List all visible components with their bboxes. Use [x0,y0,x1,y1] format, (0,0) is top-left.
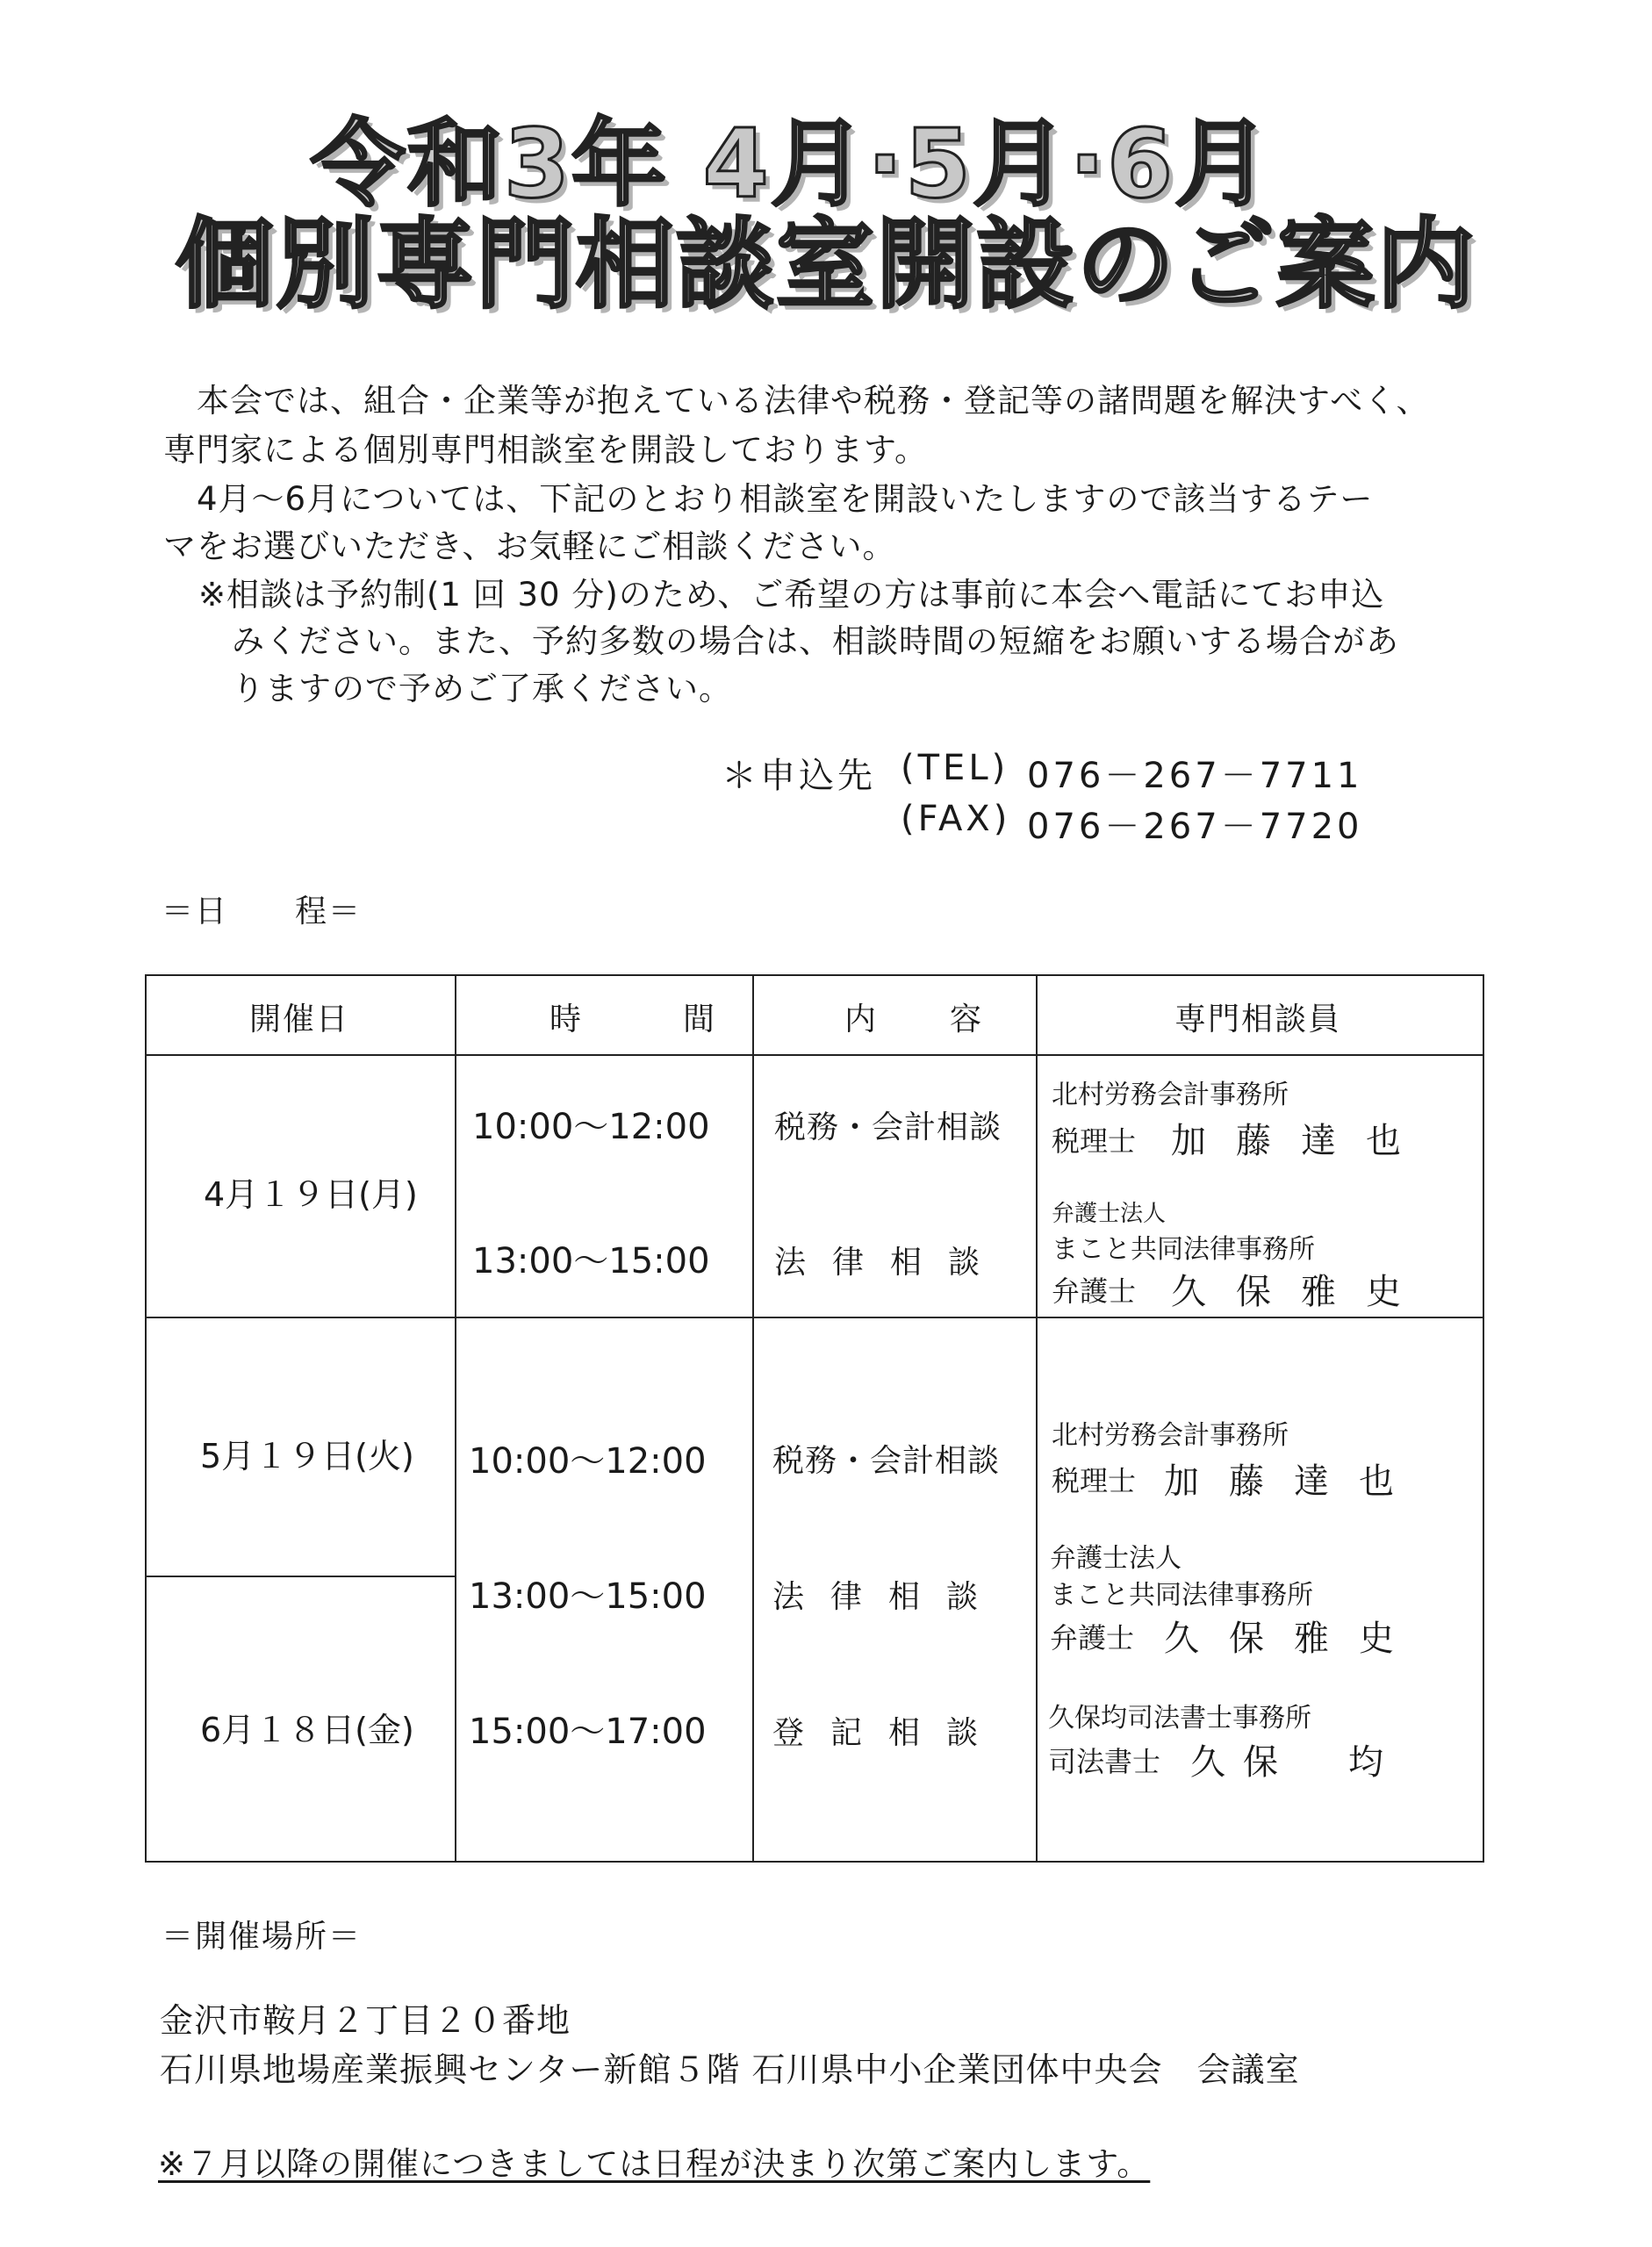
advisor-april-tax-firm: 北村労務会計事務所 [1052,1080,1289,1110]
advisor-shared-law-org: 弁護士法人 [1050,1543,1182,1574]
intro-note-line1: ※相談は予約制(1 回 30 分)のため、ご希望の方は事前に本会へ電話にてお申込 [198,576,1385,614]
advisor-june-reg-name: 久保 均 [1190,1742,1401,1783]
topic-june-registry: 登記相談 [772,1715,1005,1751]
contact-label: ＊申込先 [722,756,876,796]
schedule-heading: ＝日 程＝ [162,894,363,930]
topic-may-tax: 税務・会計相談 [772,1443,1001,1479]
table-row-divider [145,1317,1484,1318]
header-date: 開催日 [249,1001,350,1037]
advisor-april-tax-name: 加藤達也 [1171,1121,1431,1161]
advisor-june-reg-firm: 久保均司法書士事務所 [1048,1703,1311,1734]
advisor-shared-law-firm: まこと共同法律事務所 [1050,1580,1313,1611]
time-may-am: 10:00～12:00 [469,1441,707,1482]
table-col-divider-3 [1036,974,1038,1861]
table-col-divider-2 [752,974,754,1861]
contact-tel: 076－267－7711 [1027,756,1363,796]
venue-heading: ＝開催場所＝ [162,1919,363,1955]
time-april-pm: 13:00～15:00 [472,1241,710,1281]
time-april-am: 10:00～12:00 [472,1107,710,1147]
intro-p2-line1: 4月～6月については、下記のとおり相談室を開設いたしますので該当するテー [197,480,1374,518]
advisor-may-tax-title: 税理士 [1052,1464,1137,1497]
date-june: 6月１８日(金) [200,1711,414,1749]
intro-p1-line2: 専門家による個別専門相談室を開設しております。 [163,431,929,469]
intro-note-line2: みください。また、予約多数の場合は、相談時間の短縮をお願いする場合があ [232,622,1399,660]
venue-address: 金沢市鞍月２丁目２０番地 [160,2001,571,2040]
advisor-may-tax-name: 加藤達也 [1164,1461,1424,1502]
topic-april-law: 法律相談 [774,1245,1007,1281]
date-may: 5月１９日(火) [200,1437,414,1475]
advisor-june-reg-title: 司法書士 [1048,1745,1161,1778]
contact-fax: 076－267－7720 [1027,807,1363,847]
intro-p2-line2: マをお選びいただき、お気軽にご相談ください。 [163,528,896,565]
advisor-shared-law-name: 久保雅史 [1164,1619,1424,1659]
time-june-late: 15:00～17:00 [469,1712,707,1752]
contact-tel-label: (TEL) [901,748,1009,788]
header-time: 時 間 [549,1001,751,1037]
table-header-divider [145,1054,1484,1056]
advisor-april-law-firm: まこと共同法律事務所 [1052,1234,1315,1265]
table-border-bottom [145,1861,1484,1863]
topic-april-tax: 税務・会計相談 [774,1109,1002,1145]
title-line-1: 令和3年 4月·5月·6月 [310,110,1272,219]
table-border-left [145,974,147,1861]
header-content: 内 容 [844,1001,1003,1037]
table-col-divider-1 [455,974,456,1861]
advisor-may-tax-firm: 北村労務会計事務所 [1052,1420,1289,1451]
advisor-april-law-title: 弁護士 [1052,1274,1137,1308]
intro-note-line3: りますので予めご了承ください。 [232,670,732,707]
advisor-april-law-name: 久保雅史 [1171,1272,1431,1312]
advisor-shared-law-title: 弁護士 [1050,1621,1135,1655]
advisor-april-law-org: 弁護士法人 [1052,1201,1167,1227]
header-advisor: 専門相談員 [1174,1001,1342,1037]
table-border-right [1483,974,1484,1861]
intro-p1-line1: 本会では、組合・企業等が抱えている法律や税務・登記等の諸問題を解決すべく、 [197,382,1430,420]
advisor-april-tax-title: 税理士 [1052,1124,1137,1158]
contact-fax-label: (FAX) [901,799,1011,839]
topic-shared-law: 法律相談 [772,1579,1005,1615]
table-date-divider [145,1576,455,1577]
venue-building: 石川県地場産業振興センター新館５階 石川県中小企業団体中央会 会議室 [160,2050,1300,2089]
title-line-2: 個別専門相談室開設のご案内 [176,208,1476,322]
date-april: 4月１９日(月) [204,1175,418,1214]
time-shared-pm: 13:00～15:00 [469,1576,707,1617]
table-border-top [145,974,1484,976]
footer-note: ※７月以降の開催につきましては日程が決まり次第ご案内します。 [158,2145,1151,2183]
